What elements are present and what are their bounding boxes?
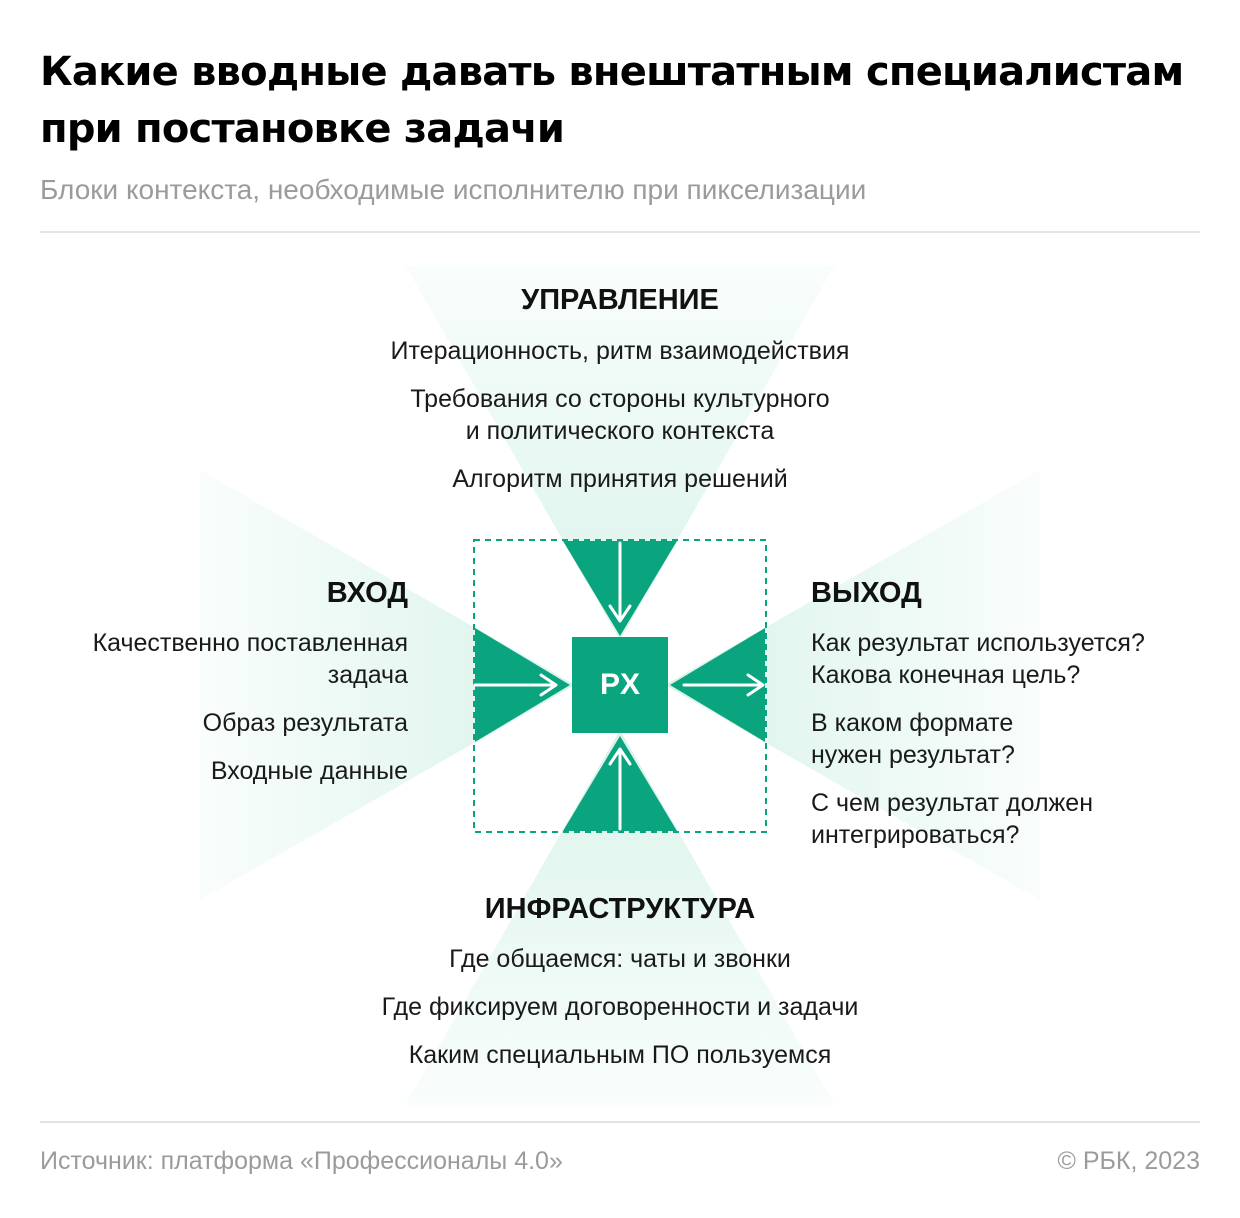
- top-heading: УПРАВЛЕНИЕ: [521, 284, 719, 316]
- bottom-divider: [40, 1121, 1200, 1123]
- left-item: Качественно поставленная задача: [92, 629, 408, 689]
- left-item: Образ результата: [202, 709, 408, 737]
- bottom-item: Где общаемся: чаты и звонки: [449, 945, 791, 973]
- center-label: PX: [599, 668, 641, 701]
- bottom-item: Где фиксируем договоренности и задачи: [381, 993, 859, 1021]
- right-item: С чем результат должен интегрироваться?: [811, 789, 1093, 849]
- top-item: Алгоритм принятия решений: [452, 465, 788, 493]
- bottom-heading: ИНФРАСТРУКТУРА: [484, 893, 756, 925]
- left-heading: ВХОД: [326, 577, 408, 609]
- right-item: В каком формате нужен результат?: [811, 709, 1015, 769]
- page-subtitle: Блоки контекста, необходимые исполнителю при пикселизации: [40, 174, 867, 205]
- top-item: Требования со стороны культурного и политического контекста: [410, 385, 830, 445]
- source-note: Источник: платформа «Профессионалы 4.0»: [40, 1147, 563, 1175]
- bottom-item: Каким специальным ПО пользуемся: [408, 1041, 832, 1069]
- page-title: Какие вводные давать внештатным специалистам при постановке задачи: [40, 49, 1184, 152]
- copyright: © РБК, 2023: [1057, 1147, 1200, 1175]
- right-heading: ВЫХОД: [811, 577, 922, 609]
- top-item: Итерационность, ритм взаимодействия: [390, 337, 850, 365]
- left-item: Входные данные: [210, 757, 408, 785]
- right-item: Как результат используется? Какова конечная цель?: [811, 629, 1145, 689]
